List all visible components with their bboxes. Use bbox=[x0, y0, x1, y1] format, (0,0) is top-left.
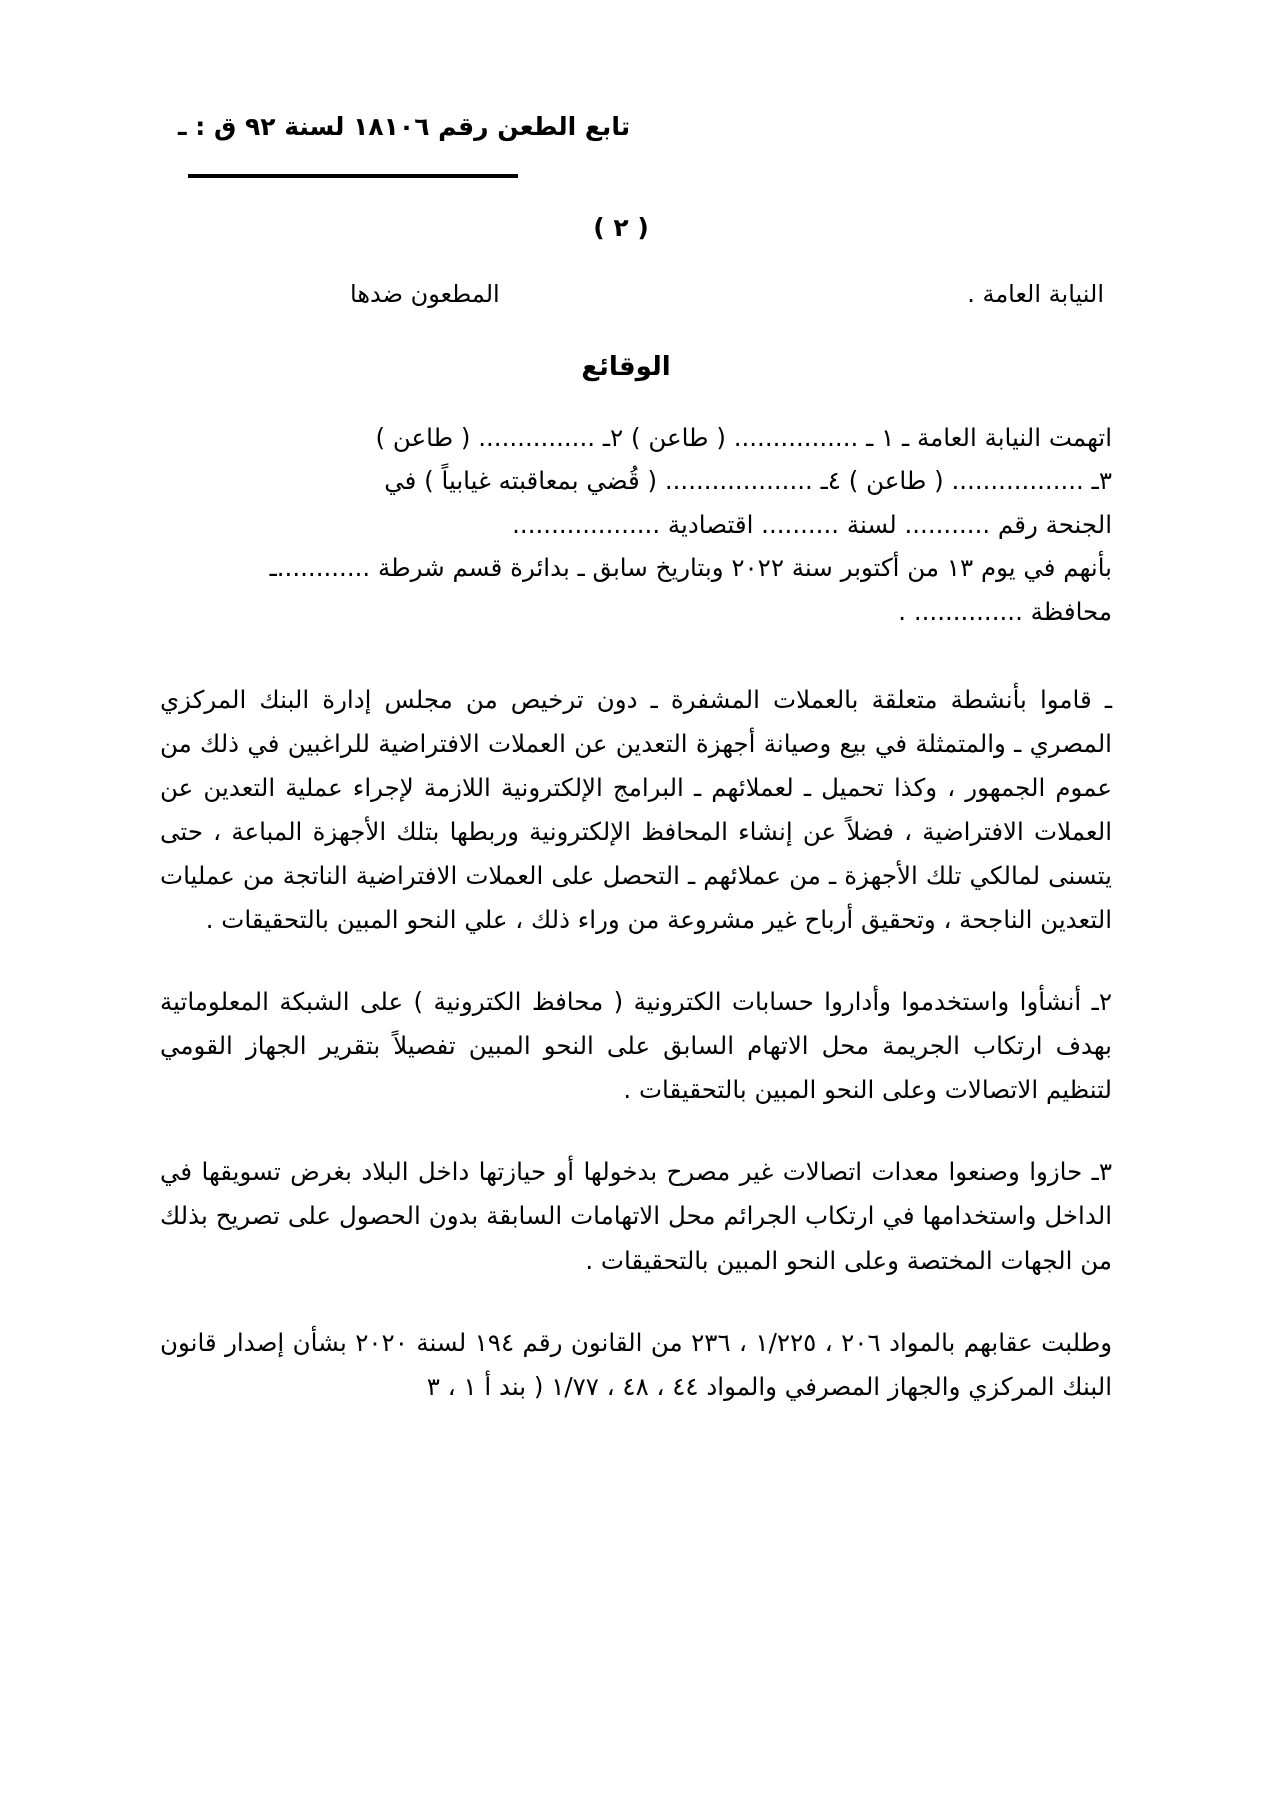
charges-line-4: بأنهم في يوم ١٣ من أكتوبر سنة ٢٠٢٢ وبتاريخ سابق ـ بدائرة قسم شرطة ............ـ bbox=[269, 553, 1112, 583]
horizontal-rule bbox=[188, 174, 518, 178]
party-prosecution: النيابة العامة . bbox=[967, 279, 1104, 308]
facts-heading: الوقائع bbox=[581, 351, 671, 382]
parties-row bbox=[160, 276, 1112, 312]
charges-line-2: ٣ـ ................. ( طاعن ) ٤ـ ................... ( قُضي بمعاقبته غيابياً ) في bbox=[384, 466, 1112, 496]
body-paragraph-2: ٢ـ أنشأوا واستخدموا وأداروا حسابات الكترونية ( محافظ الكترونية ) على الشبكة المعلوماتية بهدف ارتكاب الجريمة محل الاتهام السابق على النحو المبين تفصيلاً بتقرير الجهاز القومي لتنظيم الاتصالات وعلى النحو المبين بالتحقيقات . bbox=[160, 987, 1112, 1105]
charges-line-5: محافظة .............. . bbox=[898, 596, 1112, 626]
document-header-caseline: تابع الطعن رقم ١٨١٠٦ لسنة ٩٢ ق : ـ bbox=[178, 112, 631, 141]
party-respondent: المطعون ضدها bbox=[350, 279, 500, 308]
page-content bbox=[160, 108, 1112, 1409]
charges-line-3: الجنحة رقم ........... لسنة .......... اقتصادية ................... bbox=[512, 509, 1112, 539]
body-paragraph-1: ـ قاموا بأنشطة متعلقة بالعملات المشفرة ـ دون ترخيص من مجلس إدارة البنك المركزي المصري ـ والمتمثلة في بيع وصيانة أجهزة التعدين عن العملات الافتراضية للراغبين في ذلك من عموم الجمهور ، وكذا تحميل ـ لعملائهم ـ البرامج الإلكترونية اللازمة لإجراء عملية التعدين عن العملات الافتراضية ، فضلاً عن إنشاء المحافظ الإلكترونية وربطها بتلك الأجهزة المباعة ، حتى يتسنى لمالكي تلك الأجهزة ـ من عملائهم ـ التحصل على العملات الافتراضية الناتجة من عمليات التعدين الناجحة ، وتحقيق أرباح غير مشروعة من وراء ذلك ، علي النحو المبين بالتحقيقات . bbox=[160, 684, 1112, 935]
body-paragraph-4: وطلبت عقابهم بالمواد ٢٠٦ ، ١/٢٢٥ ، ٢٣٦ من القانون رقم ١٩٤ لسنة ٢٠٢٠ بشأن إصدار قانون البنك المركزي والجهاز المصرفي والمواد ٤٤ ، ٤٨ ، ١/٧٧ ( بند أ ١ ، ٣ bbox=[160, 1327, 1113, 1401]
charges-line-1: اتهمت النيابة العامة ـ ١ ـ ................ ( طاعن ) ٢ـ ............... ( طاعن ) bbox=[375, 422, 1112, 452]
body-paragraph-3: ٣ـ حازوا وصنعوا معدات اتصالات غير مصرح بدخولها أو حيازتها داخل البلاد بغرض تسويقها في الداخل واستخدامها في ارتكاب الجرائم محل الاتهامات السابقة بدون الحصول على تصريح بذلك من الجهات المختصة وعلى النحو المبين بالتحقيقات . bbox=[160, 1157, 1112, 1275]
header-rule-container bbox=[160, 166, 1112, 185]
charges-block bbox=[160, 416, 1112, 634]
section-number: ( ٢ ) bbox=[593, 212, 649, 242]
